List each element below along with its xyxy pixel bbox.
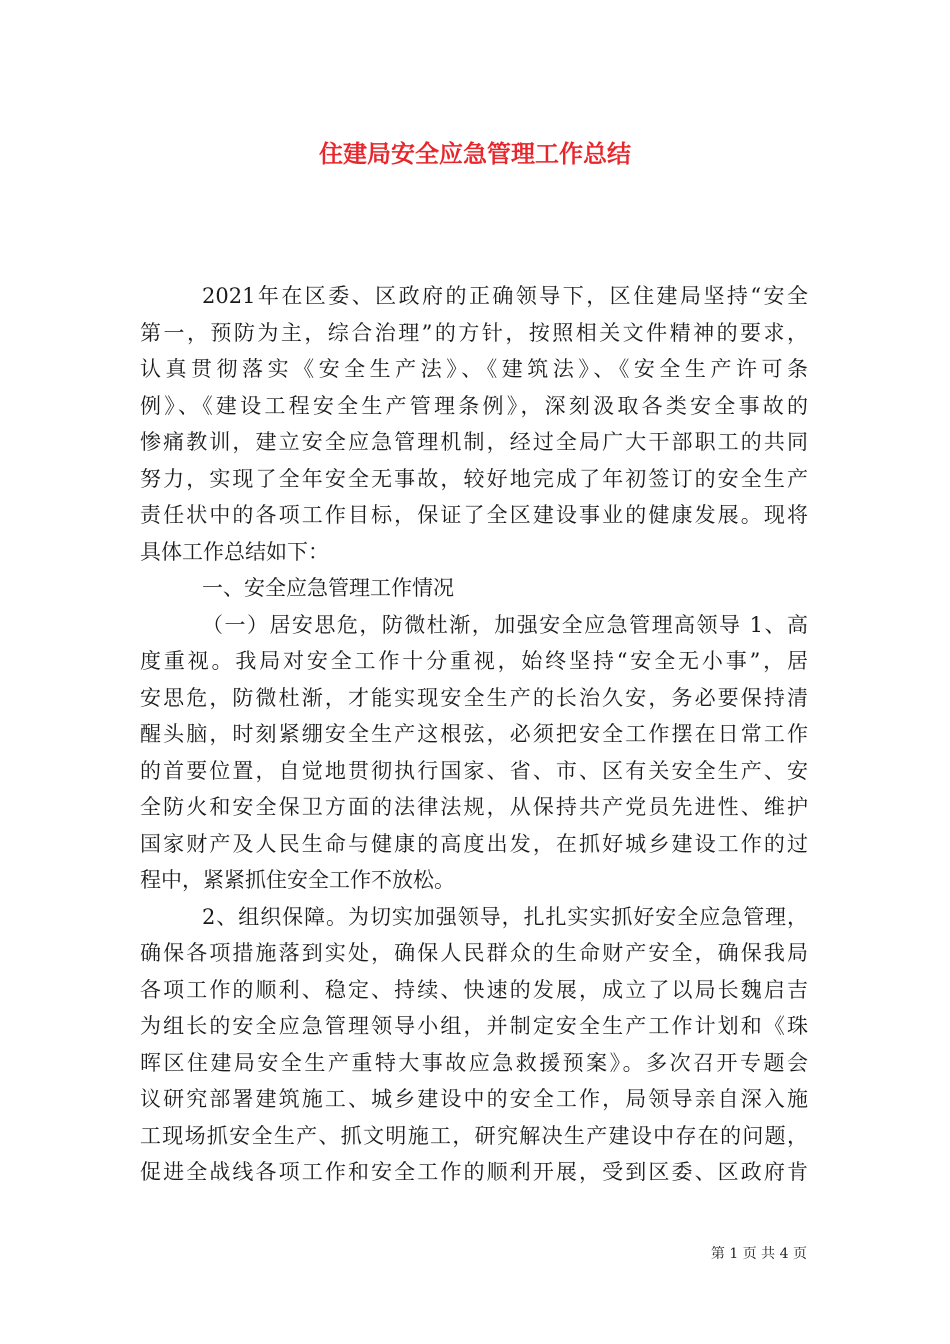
paragraph-line: 工现场抓安全生产、抓文明施工，研究解决生产建设中存在的问题，: [140, 1123, 808, 1148]
document-body: [140, 278, 808, 1191]
paragraph-line: 的首要位置，自觉地贯彻执行国家、省、市、区有关安全生产、安: [140, 758, 808, 783]
paragraph-line: 程中，紧紧抓住安全工作不放松。: [140, 868, 455, 892]
paragraph-line: 确保各项措施落到实处，确保人民群众的生命财产安全，确保我局: [140, 941, 808, 965]
paragraph-line: 国家财产及人民生命与健康的高度出发，在抓好城乡建设工作的过: [140, 831, 808, 856]
paragraph-line: 安思危，防微杜渐，才能实现安全生产的长治久安，务必要保持清: [140, 685, 808, 710]
paragraph-line: 惨痛教训，建立安全应急管理机制，经过全局广大干部职工的共同: [140, 430, 808, 454]
paragraph-line: 各项工作的顺利、稳定、持续、快速的发展，成立了以局长魏启吉: [140, 977, 808, 1002]
paragraph-line: 责任状中的各项工作目标，保证了全区建设事业的健康发展。现将: [140, 503, 808, 527]
paragraph-line: 为组长的安全应急管理领导小组，并制定安全生产工作计划和《珠: [140, 1014, 808, 1038]
paragraph-line: 全防火和安全保卫方面的法律法规，从保持共产党员先进性、维护: [140, 795, 808, 819]
paragraph-line: 例》、《建设工程安全生产管理条例》，深刻汲取各类安全事故的: [140, 393, 808, 418]
paragraph-line: 醒头脑，时刻紧绷安全生产这根弦，必须把安全工作摆在日常工作: [140, 722, 808, 746]
paragraph-line: （一）居安思危，防微杜渐，加强安全应急管理高领导 1、高: [202, 612, 808, 637]
paragraph-line: 2、组织保障。为切实加强领导，扎扎实实抓好安全应急管理，: [202, 904, 808, 929]
paragraph-line: 晖区住建局安全生产重特大事故应急救援预案》。多次召开专题会: [140, 1050, 808, 1075]
paragraph-line: 2021年在区委、区政府的正确领导下，区住建局坚持“安全: [202, 284, 808, 308]
paragraph-line: 第一，预防为主，综合治理”的方针，按照相关文件精神的要求，: [140, 320, 808, 345]
paragraph-line: 度重视。我局对安全工作十分重视，始终坚持“安全无小事”，居: [140, 649, 808, 673]
paragraph-line: 促进全战线各项工作和安全工作的顺利开展，受到区委、区政府肯: [140, 1160, 808, 1184]
document-title: 住建局安全应急管理工作总结: [319, 139, 631, 168]
page-number: 第 1 页 共 4 页: [710, 1246, 807, 1262]
paragraph-line: 具体工作总结如下：: [140, 539, 329, 564]
paragraph-line: 认真贯彻落实《安全生产法》、《建筑法》、《安全生产许可条: [140, 357, 808, 381]
paragraph-line: 努力，实现了全年安全无事故，较好地完成了年初签订的安全生产: [140, 466, 808, 491]
section-heading: 一、安全应急管理工作情况: [202, 576, 454, 600]
paragraph-line: 议研究部署建筑施工、城乡建设中的安全工作，局领导亲自深入施: [140, 1087, 808, 1111]
